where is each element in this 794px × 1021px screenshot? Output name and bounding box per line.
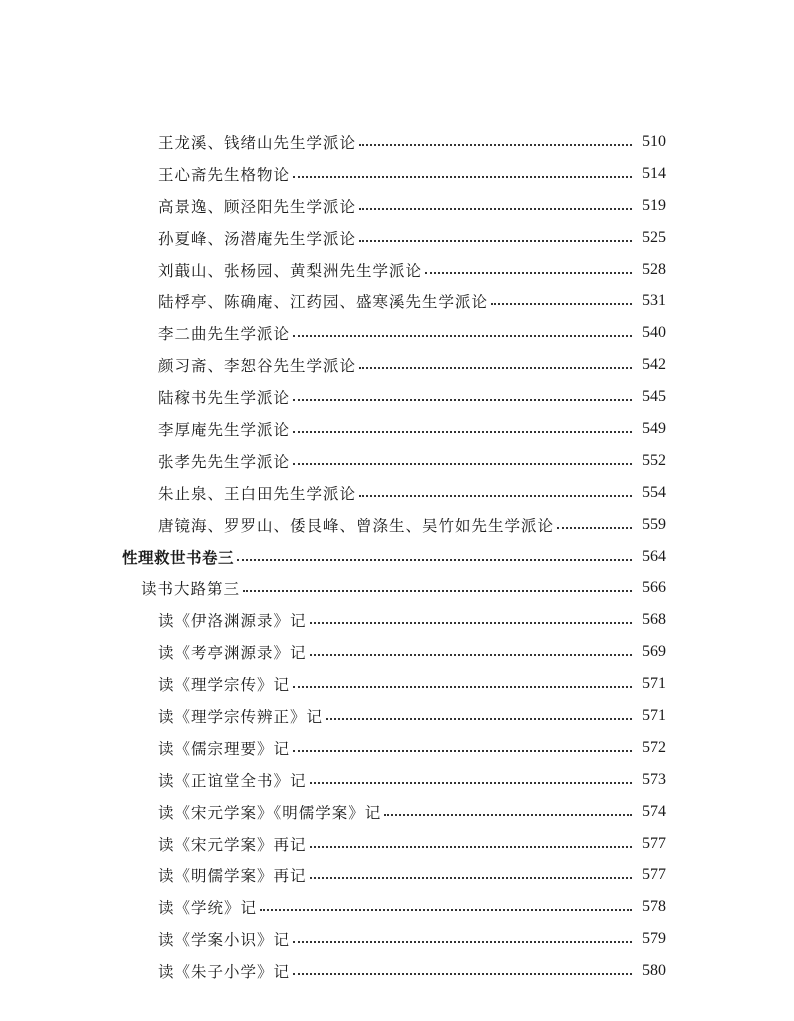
toc-entry[interactable]: [0, 796, 794, 828]
toc-entry-title: 读《明儒学案》再记: [158, 867, 307, 886]
toc-entry-title: 颜习斋、李恕谷先生学派论: [158, 357, 357, 376]
dot-leader: [293, 431, 632, 433]
toc-entry[interactable]: [0, 158, 794, 190]
toc-entry[interactable]: [0, 636, 794, 668]
dot-leader: [260, 909, 632, 911]
toc-entry[interactable]: [0, 381, 794, 413]
dot-leader: [243, 590, 632, 592]
toc-entry-title: 读《儒宗理要》记: [158, 739, 291, 758]
toc-entry-title: 李二曲先生学派论: [158, 325, 291, 344]
toc-entry-title: 读《考亭渊源录》记: [158, 644, 307, 663]
toc-entry-title: 刘蕺山、张杨园、黄梨洲先生学派论: [158, 261, 423, 280]
toc-page-number: 578: [642, 898, 666, 916]
toc-entry-title: 读《正谊堂全书》记: [158, 771, 307, 790]
dot-leader: [293, 750, 632, 752]
toc-section-heading[interactable]: [0, 572, 794, 604]
toc-entry-title: 唐镜海、罗罗山、倭艮峰、曾涤生、吴竹如先生学派论: [158, 516, 555, 535]
toc-page-number: 531: [642, 292, 666, 310]
toc-entry[interactable]: [0, 413, 794, 445]
toc-entry-title: 读《学案小识》记: [158, 931, 291, 950]
toc-page-number: 566: [642, 579, 666, 597]
toc-page-number: 540: [642, 324, 666, 342]
dot-leader: [359, 367, 632, 369]
toc-entry[interactable]: [0, 222, 794, 254]
toc-entry[interactable]: [0, 285, 794, 317]
dot-leader: [310, 782, 632, 784]
toc-page-number: 510: [642, 132, 666, 150]
toc-page-number: 564: [642, 547, 666, 565]
toc-entry[interactable]: [0, 477, 794, 509]
toc-entry-title: 读《学统》记: [158, 899, 258, 918]
table-of-contents: [0, 126, 794, 987]
dot-leader: [293, 973, 632, 975]
toc-entry[interactable]: [0, 190, 794, 222]
toc-entry-title: 张孝先先生学派论: [158, 452, 291, 471]
toc-page-number: 552: [642, 451, 666, 469]
toc-page-number: 545: [642, 388, 666, 406]
toc-volume-heading[interactable]: [0, 541, 794, 573]
toc-entry-title: 李厚庵先生学派论: [158, 420, 291, 439]
toc-entry-title: 读《理学宗传辨正》记: [158, 707, 324, 726]
toc-entry-title: 高景逸、顾泾阳先生学派论: [158, 197, 357, 216]
toc-page-number: 514: [642, 164, 666, 182]
dot-leader: [425, 272, 632, 274]
toc-page-number: 554: [642, 483, 666, 501]
toc-entry[interactable]: [0, 955, 794, 987]
toc-entry[interactable]: [0, 445, 794, 477]
toc-entry[interactable]: [0, 859, 794, 891]
toc-page-number: 569: [642, 643, 666, 661]
dot-leader: [310, 846, 632, 848]
dot-leader: [293, 176, 632, 178]
dot-leader: [491, 303, 632, 305]
toc-entry-title: 读《宋元学案》再记: [158, 835, 307, 854]
dot-leader: [293, 463, 632, 465]
dot-leader: [310, 622, 632, 624]
toc-entry-title: 读《朱子小学》记: [158, 963, 291, 982]
toc-entry-title: 朱止泉、王白田先生学派论: [158, 484, 357, 503]
toc-page-number: 568: [642, 611, 666, 629]
dot-leader: [384, 814, 632, 816]
toc-page-number: 549: [642, 419, 666, 437]
toc-page-number: 542: [642, 356, 666, 374]
toc-entry[interactable]: [0, 604, 794, 636]
toc-entry-title: 陆稼书先生学派论: [158, 389, 291, 408]
dot-leader: [326, 718, 632, 720]
toc-page-number: 519: [642, 196, 666, 214]
toc-entry[interactable]: [0, 700, 794, 732]
toc-page-number: 580: [642, 962, 666, 980]
dot-leader: [557, 527, 632, 529]
toc-entry-title: 读《伊洛渊源录》记: [158, 612, 307, 631]
toc-entry[interactable]: [0, 828, 794, 860]
toc-entry[interactable]: [0, 317, 794, 349]
dot-leader: [359, 240, 632, 242]
toc-entry[interactable]: [0, 509, 794, 541]
dot-leader: [310, 877, 632, 879]
dot-leader: [293, 399, 632, 401]
dot-leader: [293, 335, 632, 337]
toc-page-number: 579: [642, 930, 666, 948]
dot-leader: [293, 941, 632, 943]
toc-entry[interactable]: [0, 891, 794, 923]
toc-entry[interactable]: [0, 349, 794, 381]
toc-entry-title: 王龙溪、钱绪山先生学派论: [158, 133, 357, 152]
toc-entry-title: 读《理学宗传》记: [158, 676, 291, 695]
toc-page-number: 571: [642, 675, 666, 693]
toc-page-number: 573: [642, 770, 666, 788]
toc-page-number: 525: [642, 228, 666, 246]
toc-entry-title: 孙夏峰、汤潜庵先生学派论: [158, 229, 357, 248]
dot-leader: [359, 144, 632, 146]
dot-leader: [293, 686, 632, 688]
toc-entry-title: 读书大路第三: [141, 580, 241, 599]
toc-entry-title: 性理救世书卷三: [122, 548, 235, 567]
dot-leader: [359, 495, 632, 497]
toc-entry[interactable]: [0, 126, 794, 158]
toc-page-number: 577: [642, 834, 666, 852]
toc-entry[interactable]: [0, 732, 794, 764]
dot-leader: [310, 654, 632, 656]
dot-leader: [359, 208, 632, 210]
toc-page-number: 574: [642, 802, 666, 820]
toc-entry[interactable]: [0, 254, 794, 286]
toc-entry[interactable]: [0, 923, 794, 955]
toc-entry[interactable]: [0, 668, 794, 700]
toc-entry[interactable]: [0, 764, 794, 796]
toc-entry-title: 王心斋先生格物论: [158, 165, 291, 184]
toc-page-number: 577: [642, 866, 666, 884]
toc-page-number: 571: [642, 706, 666, 724]
toc-page-number: 559: [642, 515, 666, 533]
toc-page-number: 528: [642, 260, 666, 278]
toc-entry-title: 读《宋元学案》《明儒学案》记: [158, 803, 382, 822]
dot-leader: [237, 559, 632, 561]
toc-page-number: 572: [642, 738, 666, 756]
toc-entry-title: 陆桴亭、陈确庵、江药园、盛寒溪先生学派论: [158, 293, 489, 312]
